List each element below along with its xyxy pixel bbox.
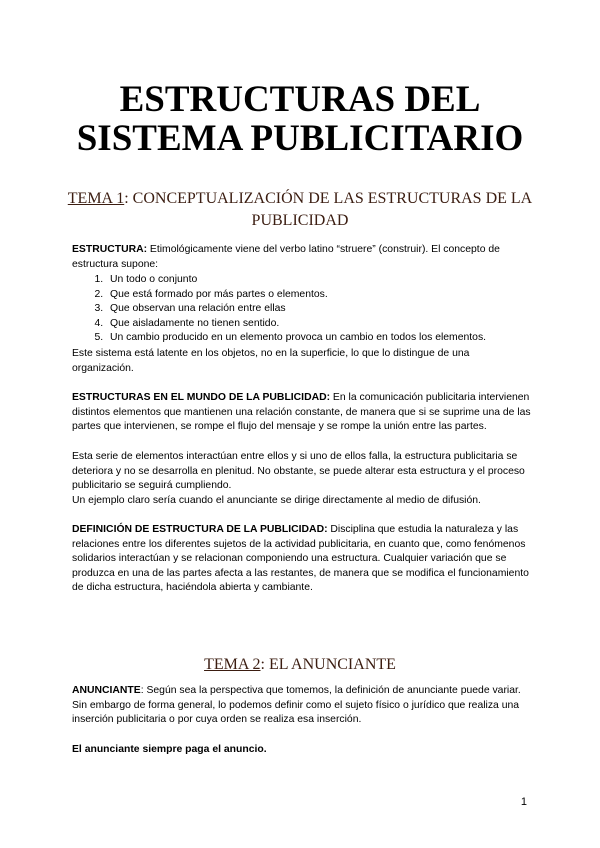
- anunciante-paragraph: [72, 684, 532, 728]
- list-item: 2. Que está formado por más partes o elementos.: [106, 288, 566, 303]
- tema-1-title-line-2: PUBLICIDAD: [251, 212, 349, 229]
- tema-2-separator: :: [260, 656, 269, 673]
- mundo-paragraph-3: Un ejemplo claro sería cuando el anunciante se dirige directamente al medio de difusión.: [72, 495, 481, 506]
- list-item: 5. Un cambio producido en un elemento provoca un cambio en todos los elementos.: [106, 331, 566, 346]
- mundo-heading: ESTRUCTURAS EN EL MUNDO DE LA PUBLICIDAD:: [72, 392, 331, 403]
- estructura-after-paragraph: Este sistema está latente en los objetos, no en la superficie, lo que lo distingue de una organización.: [72, 348, 470, 374]
- tema-2-label: TEMA 2: [204, 656, 261, 673]
- anunciante-text: : Según sea la perspectiva que tomemos, la definición de anunciante puede variar. Sin embargo de forma general, lo podemos definir como el sujeto físico o jurídico que realiza una inserción publicitaria o por cuya orden se realiza esa inserción.: [72, 685, 521, 726]
- definicion-paragraph: [72, 523, 532, 596]
- anunciante-heading: ANUNCIANTE: [72, 685, 141, 696]
- list-item: 3. Que observan una relación entre ellas: [106, 302, 566, 317]
- document-title-line-2: SISTEMA PUBLICITARIO: [76, 118, 524, 159]
- estructura-intro: Etimológicamente viene del verbo latino “struere” (construir). El concepto de estructura supone:: [72, 244, 500, 270]
- tema-2-heading: [60, 654, 540, 676]
- anunciante-bold-line: El anunciante siempre paga el anuncio.: [72, 744, 267, 755]
- list-item: 4. Que aisladamente no tienen sentido.: [106, 317, 566, 332]
- definicion-text: Disciplina que estudia la naturaleza y las relaciones entre los diferentes sujetos de la actividad publicitaria, en cuanto que, como fenómenos solidarios interactúan y se relacionan componiendo una estructura. Cualquier variación que se produzca en una de las partes afecta a las restantes, de manera que se modifica el funcionamiento de dicha estructura, haciéndola abierta y cambiante.: [72, 524, 529, 594]
- estructura-list: [72, 273, 566, 346]
- tema-1-label: TEMA 1: [67, 190, 125, 207]
- list-item: 1. Un todo o conjunto: [106, 273, 566, 288]
- mundo-paragraph: [72, 391, 532, 435]
- tema-1-separator: :: [124, 190, 133, 207]
- mundo-paragraph-2: Esta serie de elementos interactúan entre ellos y si uno de ellos falla, la estructura publicitaria se deteriora y no se desarrolla en plenitud. No obstante, se puede alterar esta estructura y el proceso publicitario se seguirá cumpliendo.: [72, 451, 525, 492]
- tema-1-heading: [60, 188, 540, 232]
- estructura-heading: ESTRUCTURA:: [72, 244, 148, 255]
- page-number: 1: [520, 796, 527, 808]
- estructura-paragraph: [72, 243, 532, 272]
- tema-1-title-line-1: CONCEPTUALIZACIÓN DE LAS ESTRUCTURAS DE LA: [132, 190, 533, 207]
- mundo-text: En la comunicación publicitaria intervienen distintos elementos que mantienen una relación constante, de manera que si se suprime una de las partes que intervienen, se rompe el flujo del mensaje y se rompe la unión entre las partes.: [72, 392, 531, 433]
- tema-2-title: EL ANUNCIANTE: [268, 656, 396, 673]
- document-title-line-1: ESTRUCTURAS DEL: [119, 79, 481, 120]
- definicion-heading: DEFINICIÓN DE ESTRUCTURA DE LA PUBLICIDAD:: [72, 524, 328, 535]
